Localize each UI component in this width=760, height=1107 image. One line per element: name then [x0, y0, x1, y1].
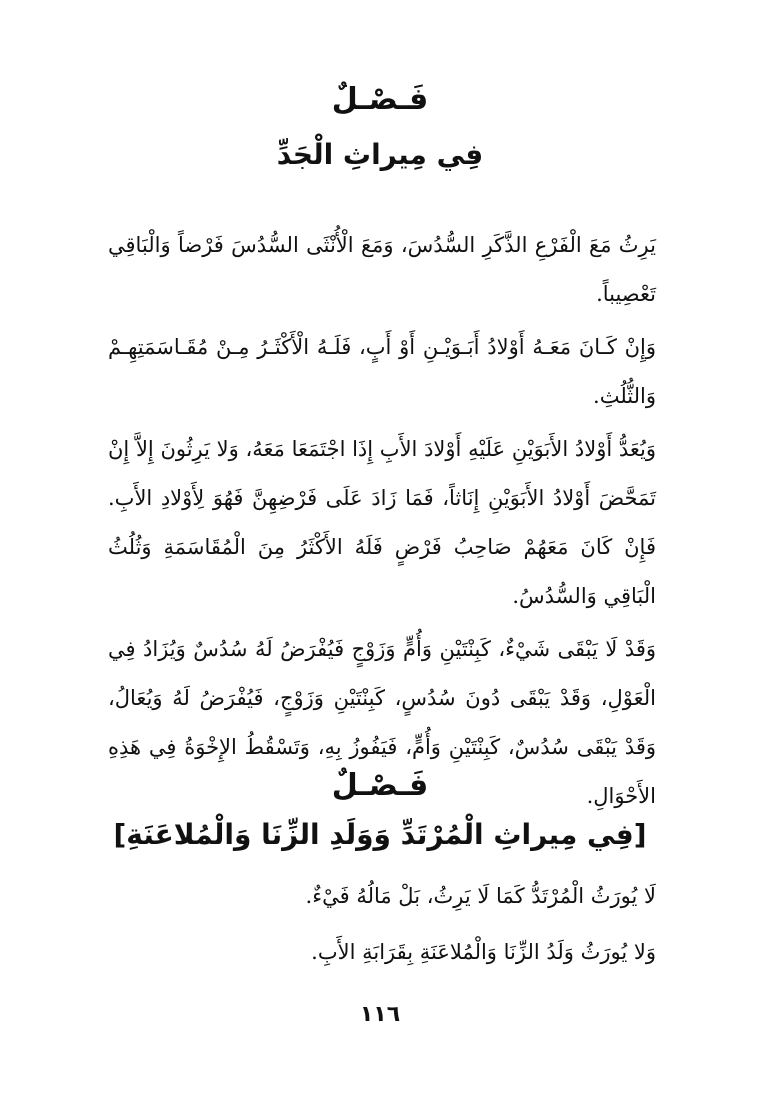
section-heading-fasl-2: فَـصْـلٌ: [331, 768, 429, 803]
section-heading-fasl-1: فَـصْـلٌ: [331, 82, 429, 117]
page-number: ١١٦: [359, 1002, 401, 1027]
paragraph-4: وَقَدْ لَا يَبْقَى شَيْءٌ، كَبِنْتَيْنِ وَأُمٍّ وَزَوْجٍ فَيُفْرَضُ لَهُ سُدُسٌ وَيُزَادُ فِي الْعَوْلِ، وَقَدْ يَبْقَى دُونَ سُدُسٍ، كَبِنْتَيْنِ وَزَوْجٍ، فَيُفْرَضُ لَهُ وَيُعَالُ، وَقَدْ يَبْقَى سُدُسٌ، كَبِنْتَيْنِ وَأُمٍّ، فَيَفُوزُ بِهِ، وَتَسْقُطُ الإِخْوَةُ فِي هَذِهِ الأَحْوَالِ.: [108, 637, 656, 808]
text-line-1: لَا يُورَثُ الْمُرْتَدُّ كَمَا لَا يَرِثُ، بَلْ مَالُهُ فَيْءٌ.: [305, 884, 656, 908]
section-title-inheritance-grandfather: فِي مِيراثِ الْجَدِّ: [276, 138, 484, 171]
paragraph-3: وَيُعَدُّ أَوْلادُ الأَبَوَيْنِ عَلَيْهِ أَوْلادَ الأَبِ إِذَا اجْتَمَعَا مَعَهُ، وَلا يَرِثُونَ إِلاَّ إِنْ تَمَحَّضَ أَوْلادُ الأَبَوَيْنِ إِنَاثاً، فَمَا زَادَ عَلَى فَرْضِهِنَّ فَهُوَ لِأَوْلادِ الأَبِ. فَإِنْ كَانَ مَعَهُمْ صَاحِبُ فَرْضٍ فَلَهُ الأَكْثَرُ مِنَ الْمُقَاسَمَةِ وَثُلُثُ الْبَاقِي وَالسُّدُسُ.: [108, 437, 656, 608]
text-line-2: وَلا يُورَثُ وَلَدُ الزِّنَا وَالْمُلاعَنَةِ بِقَرَابَةِ الأَبِ.: [311, 940, 656, 964]
paragraph-1: يَرِثُ مَعَ الْفَرْعِ الذَّكَرِ السُّدُسَ، وَمَعَ الْأُنْثَى السُّدُسَ فَرْضاً وَالْبَاقِي تَعْصِيباً.: [108, 233, 656, 306]
section-title-apostate-inheritance: [فِي مِيراثِ الْمُرْتَدِّ وَوَلَدِ الزِّنَا وَالْمُلاعَنَةِ]: [113, 818, 647, 851]
paragraph-2: وَإِنْ كَـانَ مَعَـهُ أَوْلادُ أَبَـوَيْـنِ أَوْ أَبٍ، فَلَـهُ الْأَكْثَـرُ مِـنْ مُقَـاسَمَتِهِـمْ وَالثُّلُثِ.: [108, 335, 656, 408]
